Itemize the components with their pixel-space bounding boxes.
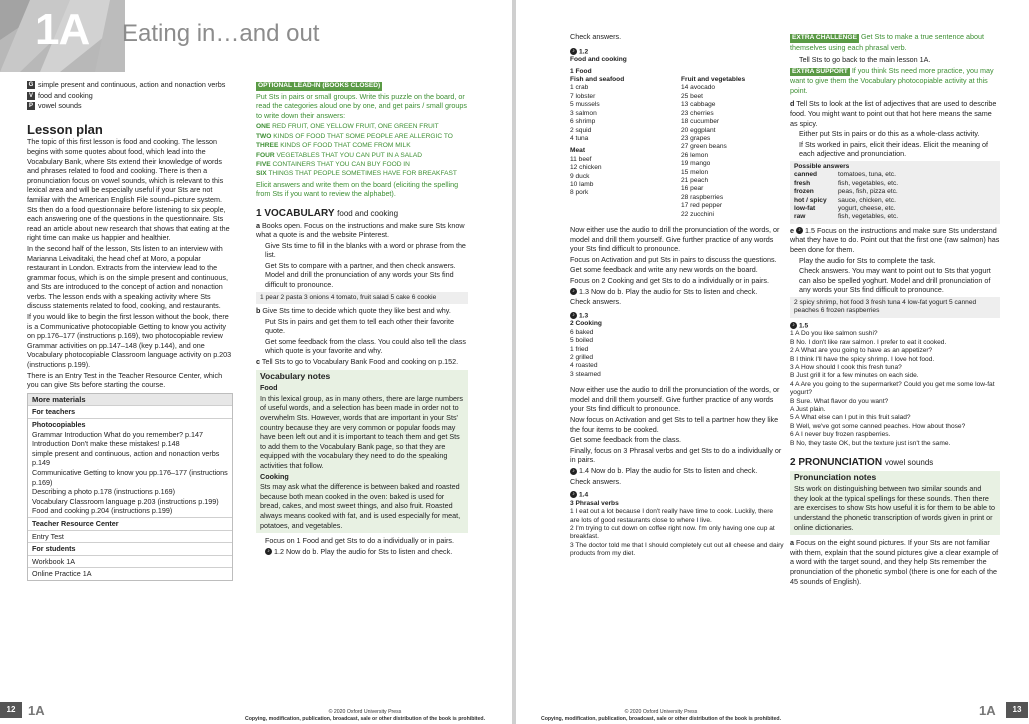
back-to-lesson: Tell Sts to go back to the main lesson 1A. <box>799 55 931 65</box>
right-page <box>516 0 1029 724</box>
vocab-step-a3: Get Sts to compare with a partner, and then check answers. Model and drill the pronunciation of any words your Sts find difficult to pronounce. <box>265 260 456 290</box>
page-number-left: 12 <box>0 702 22 718</box>
step-d3: If Sts worked in pairs, elicit their ideas. Elicit the meaning of each adjective and pronunciation. <box>799 139 988 159</box>
trc-label: Teacher Resource Center <box>28 518 232 531</box>
objective-grammar: G simple present and continuous, action and nonaction verbs <box>28 80 226 89</box>
activation-text: Focus on Activation and put Sts in pairs to discuss the questions. <box>570 254 777 264</box>
answers-e-box: 2 spicy shrimp, hot food 3 fresh tuna 4 low-fat yogurt 5 canned peaches 6 frozen raspberries <box>790 297 1000 318</box>
pronunciation-heading: 2 PRONUNCIATION vowel sounds <box>790 457 934 469</box>
food-subheading: Food <box>260 383 278 393</box>
step-d: d Tell Sts to look at the list of adjectives that are used to describe food. You might want to point out that hot here means the same as spicy. <box>790 99 997 128</box>
track-1-3: ♪ 1.3 2 Cooking 6 baked 5 boiled 1 fried 2 grilled 4 roasted 3 steamed <box>570 311 602 378</box>
check-answers: Check answers. <box>570 32 622 41</box>
audio-icon: ♪ <box>570 48 577 55</box>
lesson-plan-p4: There is an Entry Test in the Teacher Resource Center, which you can give Sts before starting the course. <box>27 370 223 390</box>
track-1-2: ♪ 1.2 Food and cooking 1 Food Fish and seafood 1 crab 7 lobster 5 mussels 3 salmon 6 shrimp 2 squid 4 tuna Meat 11 beef 12 chicken 9 duck 10 lamb 8 pork Fruit and vegetables 14 avocado 25 beet 13 cabbage 23 cherries 18 cucumber 20 eggplant 23 grapes 27 green beans 26 lemon 19 mango 15 melon 21 peach 16 pear 28 raspberries 17 red pepper 22 zucchini <box>570 47 746 218</box>
lead-in-tag: OPTIONAL LEAD-IN (BOOKS CLOSED) <box>258 82 381 89</box>
possible-answers-box: Possible answers canned tomatoes, tuna, etc. fresh fish, vegetables, etc. frozen peas, fish, pizza etc. hot / spicy sauce, chicken, etc. low-fat yogurt, cheese, etc. raw fish, vegetables, etc. <box>790 161 1000 224</box>
mid-end-1: Focus on 1 Food and get Sts to do a individually or in pairs. <box>265 536 454 546</box>
vocab-step-b2: Put Sts in pairs and get them to tell each other their favorite quote. <box>265 316 454 336</box>
audio-icon: ♪ <box>265 548 272 555</box>
audio-icon: ♪ <box>570 491 577 498</box>
objective-vocabulary: V food and cooking <box>28 90 93 100</box>
pron-step-a: a Focus on the eight sound pictures. If your Sts are not familiar with them, explain that the sound pictures give a clear example of a word with the target sound, and they help Sts remember the pronunciation of the phonetic symbol (there is one for each of the 45 sounds of English). <box>790 538 999 586</box>
activation-text-2: Now focus on Activation and get Sts to tell a partner how they like the four items to be cooked. <box>570 415 779 434</box>
food-note: In this lexical group, as in many others, there are large numbers of useful words, and a selection has been made in order not to overwhelm Sts. However, words that are important in your Sts' country because they are very common or popular foods may have been left out and it is important to teach them and get Sts to add them to the Vocabulary Bank page, so that they are equipped with the vocabulary they need to do the speaking activities that follow. <box>260 393 463 470</box>
lesson-plan-p3: If you would like to begin the first lesson without the book, there is a Communicative photocopiable Getting to know you activity on pp.176–177 (instructions p.169), two photocopiable review Grammar activities on pp.147–148 (key p.144), and one Vocabulary photocopiable Classroom language activity on p.203 (instructions p.199). <box>27 312 232 370</box>
feedback-text: Get some feedback and write any new words on the board. <box>570 265 758 275</box>
puzzle-item: TWO KINDS OF FOOD THAT SOME PEOPLE ARE ALLERGIC TO <box>256 132 453 140</box>
drill-text-1: Now either use the audio to drill the pronunciation of the words, or model and drill them yourself. Give further practice of any words your Sts find difficult to pronounce. <box>570 224 780 254</box>
page-number-right: 13 <box>1006 702 1028 718</box>
step-e3: Check answers. You may want to point out to Sts that yogurt can also be spelled yoghurt. Model and drill pronunciation of any words your Sts find difficult to pronounce. <box>799 266 991 295</box>
puzzle-item: THREE KINDS OF FOOD THAT COME FROM MILK <box>256 142 411 150</box>
audio-icon: ♪ <box>790 322 797 329</box>
feedback-text-2: Get some feedback from the class. <box>570 435 682 445</box>
left-footer <box>0 700 512 724</box>
lesson-plan-heading: Lesson plan <box>27 121 103 137</box>
left-column <box>27 80 233 581</box>
check-answers-2: Check answers. <box>570 297 622 307</box>
footer-unit-left: 1A <box>28 703 45 718</box>
drill-text-2: Now either use the audio to drill the pronunciation of the words, or model and drill them yourself. Give further practice of any words your Sts find difficult to pronounce. <box>570 385 780 414</box>
lead-in-text: Put Sts in pairs or small groups. Write this puzzle on the board, or read the categories aloud one by one, and get pairs / small groups to write down their answers: <box>256 91 467 120</box>
more-materials-box <box>27 393 233 581</box>
vocabulary-heading: 1 VOCABULARY food and cooking <box>256 207 399 219</box>
audio-icon: ♪ <box>570 312 577 319</box>
vocabulary-notes-box <box>256 370 468 534</box>
right-footer <box>516 700 1029 724</box>
objective-pronunciation: P vowel sounds <box>28 101 82 111</box>
vocabulary-notes-heading: Vocabulary notes <box>260 370 331 381</box>
puzzle-item: SIX THINGS THAT PEOPLE SOMETIMES HAVE FOR BREAKFAST <box>256 170 457 178</box>
audio-1-4-text: ♪ 1.4 Now do b. Play the audio for Sts to listen and check. <box>570 466 784 476</box>
right-left-column <box>570 32 784 559</box>
online-practice: Online Practice 1A <box>32 569 92 579</box>
pronunciation-notes-text: Sts work on distinguishing between two similar sounds and they look at the typical spellings for these sounds. Then there are exercises to show Sts how useful it is for them to be able to understand the phonetic transcription of words given in print or online dictionaries. <box>794 484 995 532</box>
lesson-plan-p1: The topic of this first lesson is food and cooking. The lesson begins with some quotes about food, which lead into the Vocabulary Bank, where Sts extend their knowledge of words and phrases related to food and cooking. There is then a pronunciation focus on vowel sounds, which is relevant to this lexical area and will be especially useful if your Sts are not familiar with the American English File sound–picture system. Sts then do a food questionnaire before listening to six people, each answering one of the questions in the questionnaire. Sts read an article about new research that shows that eating at the right time can make us happier and healthier. <box>27 137 230 243</box>
audio-icon: ♪ <box>570 468 577 475</box>
extra-challenge: EXTRA CHALLENGE Get Sts to make a true sentence about themselves using each phrasal verb. <box>790 32 985 52</box>
for-students-label: For students <box>28 543 232 556</box>
unit-number: 1A <box>35 5 90 54</box>
vocab-step-b: b Give Sts time to decide which quote they like best and why. <box>256 306 451 316</box>
workbook: Workbook 1A <box>28 556 232 569</box>
lesson-title: Eating in…and out <box>122 20 320 47</box>
audio-icon: ♪ <box>796 227 803 234</box>
check-answers-3: Check answers. <box>570 476 622 486</box>
step-e2: Play the audio for Sts to complete the task. <box>799 255 936 265</box>
audio-1-3-text: ♪ 1.3 Now do b. Play the audio for Sts to listen and check. <box>570 287 784 297</box>
puzzle-item: FOUR VEGETABLES THAT YOU CAN PUT IN A SALAD <box>256 151 423 159</box>
pronunciation-notes-heading: Pronunciation notes <box>794 471 877 482</box>
track-1-5: ♪ 1.5 1 A Do you like salmon sushi? B No. I don't like raw salmon. I prefer to eat it cooked. 2 A What are you going to have as an appetizer? B I think I'll have the spicy shrimp. I love hot food. 3 A How should I cook this fresh tuna? B Just grill it for a few minutes on each side. 4 A Are you going to the supermarket? Could you get me some low-fat yogurt? B Sure. What flavor do you want? A Just plain. 5 A What else can I put in this fruit salad? B Well, we've got some canned peaches. How about those? 6 A I never buy frozen raspberries. B No, they taste OK, but the texture just isn't the same. <box>790 321 995 447</box>
pronunciation-badge: P <box>28 103 33 110</box>
cooking-note: Sts may ask what the difference is between baked and roasted because both mean cooked in the oven: baked is used for bread, cakes, and most sweet things, and also fruit. Roasted always means cooked with fat, and is used especially for meat, potatoes, and vegetables. <box>260 482 461 530</box>
pronunciation-notes-box <box>790 471 1000 536</box>
cooking-focus: Focus on 2 Cooking and get Sts to do a individually or in pairs. <box>570 275 769 285</box>
footer-unit-right: 1A <box>979 703 996 718</box>
puzzle-item: ONE RED FRUIT, ONE YELLOW FRUIT, ONE GREEN FRUIT <box>256 123 439 131</box>
extra-support: EXTRA SUPPORT If you think Sts need more practice, you may want to give them the Vocabulary photocopiable activity at this point. <box>790 65 994 95</box>
for-teachers-label: For teachers <box>28 406 232 419</box>
copyright-right: © 2020 Oxford University Press Copying, modification, publication, broadcast, sale or other distribution of the book is prohibited. <box>540 709 782 722</box>
vocabulary-badge: V <box>28 92 33 99</box>
cooking-subheading: Cooking <box>260 471 289 481</box>
entry-test: Entry Test <box>28 531 232 544</box>
right-right-column <box>790 32 1000 587</box>
left-page <box>0 0 512 724</box>
track-1-4: ♪ 1.4 3 Phrasal verbs 1 I eat out a lot because I don't really have time to cook. Luckily, there are lots of good restaurants close to where I live. 2 I'm trying to cut down on coffee right now. I'm only having one cup at breakfast. 3 The doctor told me that I should completely cut out all cheese and dairy products from my diet. <box>570 491 784 558</box>
audio-icon: ♪ <box>570 288 577 295</box>
vocab-step-a2: Give Sts time to fill in the blanks with a word or phrase from the list. <box>265 240 466 260</box>
step-d2: Either put Sts in pairs or do this as a whole-class activity. <box>799 129 980 139</box>
answers-a-box: 1 pear 2 pasta 3 onions 4 tomato, fruit salad 5 cake 6 cookie <box>256 292 468 304</box>
middle-column <box>256 80 468 557</box>
photocopiables-list: Photocopiables Grammar Introduction What do you remember? p.147 Introduction Don't make these mistakes! p.148 simple present and continuous, action and nonaction verbs p.149 Communicative Getting to know you pp.176–177 (instructions p.169) Describing a photo p.178 (instructions p.169) Vocabulary Classroom language p.203 (instructions p.199) Food and cooking p.204 (instructions p.199) <box>28 419 232 518</box>
vocab-step-a: a Books open. Focus on the instructions and make sure Sts know what a quote is and the website Pinterest. <box>256 220 465 240</box>
step-e: e ♪ 1.5 Focus on the instructions and make sure Sts understand what they have to do. Point out that the first one (raw salmon) has been done for them. <box>790 225 1000 254</box>
mid-end-2: ♪ 1.2 Now do b. Play the audio for Sts to listen and check. <box>256 547 468 557</box>
vocab-step-b3: Get some feedback from the class. You could also tell the class which quote is your favorite and why. <box>265 336 466 356</box>
lesson-plan-p2: In the second half of the lesson, Sts listen to an interview with Marianna Leivaditaki, the head chef at Moro, a popular restaurant in London. Extracts from the interview lead to the grammar focus, which is on the simple present and continuous, and Sts are introduced to the concept of action and nonaction verbs. The lesson ends with a speaking activity where Sts discuss statements related to food, cooking, and restaurants. <box>27 243 228 311</box>
copyright-left: © 2020 Oxford University Press Copying, modification, publication, broadcast, sale or other distribution of the book is prohibited. <box>244 709 486 722</box>
phrasal-focus: Finally, focus on 3 Phrasal verbs and get Sts to do a individually or in pairs. <box>570 445 782 465</box>
vocab-step-c: c Tell Sts to go to Vocabulary Bank Food and cooking on p.152. <box>256 357 459 367</box>
more-materials-heading: More materials <box>28 394 232 407</box>
lead-in-after: Elicit answers and write them on the board (eliciting the spelling from Sts if you want to review the alphabet). <box>256 179 459 199</box>
grammar-badge: G <box>28 82 34 89</box>
puzzle-item: FIVE CONTAINERS THAT YOU CAN BUY FOOD IN <box>256 160 410 168</box>
